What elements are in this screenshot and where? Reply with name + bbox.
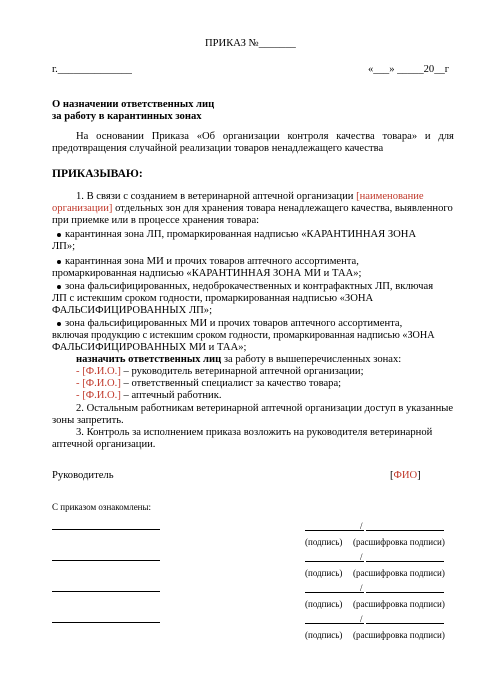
slash: / bbox=[360, 614, 363, 624]
fio-bracket: ] bbox=[417, 470, 421, 481]
signature-caption: (подпись) bbox=[305, 568, 343, 578]
bullet-3-line-2: ЛП с истекшим сроком годности, промаркированная надписью «ЗОНА bbox=[52, 293, 374, 304]
bullet-2-line-2: промаркированная надписью «КАРАНТИННАЯ ЗОНА МИ и ТАА»; bbox=[52, 268, 362, 279]
item1-line-2 bbox=[52, 203, 453, 216]
bullet-4-line-3: ФАЛЬСИФИЦИРОВАННЫХ МИ и ТАА»; bbox=[52, 342, 247, 353]
signature-line bbox=[305, 561, 364, 562]
name-line bbox=[52, 591, 160, 592]
bullet-text: карантинная зона ЛП, промаркированная надписью «КАРАНТИННАЯ ЗОНА bbox=[65, 229, 417, 240]
item1-line-3: при приемке или в процессе хранения товара: bbox=[52, 215, 260, 226]
org-name-placeholder: [наименование bbox=[356, 191, 424, 202]
signature-line bbox=[305, 592, 364, 593]
subject-line-2: за работу в карантинных зонах bbox=[52, 111, 202, 122]
signature-line bbox=[305, 530, 364, 531]
bullet-2-line-1 bbox=[57, 256, 359, 269]
preamble-word: основании bbox=[96, 131, 144, 142]
order-word: ПРИКАЗЫВАЮ: bbox=[52, 168, 143, 180]
item1-line-1 bbox=[76, 191, 424, 204]
decode-caption: (расшифровка подписи) bbox=[353, 630, 445, 640]
bullet-1-line-1 bbox=[57, 229, 416, 242]
item2-line-2: зоны запретить. bbox=[52, 415, 124, 426]
preamble-word: Приказа bbox=[151, 131, 189, 142]
name-line bbox=[52, 560, 160, 561]
item2-line-1: 2. Остальным работникам ветеринарной аптечной организации доступ в указанные bbox=[76, 403, 454, 414]
fio-placeholder: ФИО bbox=[393, 470, 418, 481]
decode-caption: (расшифровка подписи) bbox=[353, 568, 445, 578]
person-2 bbox=[76, 378, 341, 391]
person-name-placeholder: [Ф.И.О.] bbox=[82, 378, 121, 389]
slash: / bbox=[360, 552, 363, 562]
person-role: – аптечный работник. bbox=[120, 390, 222, 401]
bullet-1-line-2: ЛП»; bbox=[52, 241, 76, 252]
bullet-3-line-1 bbox=[57, 281, 433, 294]
preamble-line-1 bbox=[76, 131, 454, 144]
decode-line bbox=[366, 561, 444, 562]
order-title: ПРИКАЗ №_______ bbox=[205, 38, 296, 49]
signature-caption: (подпись) bbox=[305, 599, 343, 609]
bullet-text: карантинная зона МИ и прочих товаров аптечного ассортимента, bbox=[65, 256, 359, 267]
person-name-placeholder: [Ф.И.О.] bbox=[82, 390, 121, 401]
signature-caption: (подпись) bbox=[305, 537, 343, 547]
slash: / bbox=[360, 583, 363, 593]
bullet-icon bbox=[57, 285, 61, 289]
decode-line bbox=[366, 623, 444, 624]
bullet-3-line-3: ФАЛЬСИФИЦИРОВАННЫХ ЛП»; bbox=[52, 305, 213, 316]
preamble-line-2: предотвращения случайной реализации товаров ненадлежащего качества bbox=[52, 143, 384, 154]
bullet-4-line-2: включая продукцию с истекшим сроком годности, промаркированная надписью «ЗОНА bbox=[52, 330, 435, 341]
signature-role: Руководитель bbox=[52, 470, 114, 481]
appoint-text: за работу в вышеперечисленных зонах: bbox=[223, 354, 402, 365]
date-field: «___» _____20__г bbox=[368, 64, 450, 75]
bullet-text: зона фальсифицированных МИ и прочих товаров аптечного ассортимента, bbox=[65, 318, 403, 329]
preamble-word: контроля bbox=[287, 131, 329, 142]
org-name-placeholder-cont: организации] bbox=[52, 203, 113, 214]
preamble-word: для bbox=[438, 131, 454, 142]
person-dash: - bbox=[76, 390, 83, 401]
bullet-4-line-1 bbox=[57, 318, 402, 331]
decode-line bbox=[366, 592, 444, 593]
item3-line-2: аптечной организации. bbox=[52, 439, 156, 450]
preamble-word: На bbox=[76, 131, 89, 142]
bullet-text: зона фальсифицированных, недоброкачественных и контрафактных ЛП, включая bbox=[65, 281, 434, 292]
city-field: г.______________ bbox=[52, 64, 132, 75]
person-3 bbox=[76, 390, 222, 403]
preamble-word: «Об bbox=[196, 131, 216, 142]
decode-line bbox=[366, 530, 444, 531]
person-dash: - bbox=[76, 378, 83, 389]
preamble-word: организации bbox=[222, 131, 280, 142]
fio-bracket: [ bbox=[390, 470, 394, 481]
acquainted-label: С приказом ознакомлены: bbox=[52, 502, 152, 512]
decode-caption: (расшифровка подписи) bbox=[353, 537, 445, 547]
person-role: – ответственный специалист за качество товара; bbox=[120, 378, 342, 389]
person-role: – руководитель ветеринарной аптечной организации; bbox=[120, 366, 364, 377]
signature-line bbox=[305, 623, 364, 624]
slash: / bbox=[360, 521, 363, 531]
preamble-word: качества bbox=[336, 131, 375, 142]
signature-fio bbox=[390, 470, 421, 483]
bullet-icon bbox=[57, 260, 61, 264]
item3-line-1: 3. Контроль за исполнением приказа возложить на руководителя ветеринарной bbox=[76, 427, 433, 438]
appoint-line bbox=[76, 354, 401, 367]
item1-text: отдельных зон для хранения товара ненадлежащего качества, выявленного bbox=[115, 203, 453, 214]
person-1 bbox=[76, 366, 364, 379]
bullet-icon bbox=[57, 322, 61, 326]
signature-caption: (подпись) bbox=[305, 630, 343, 640]
person-dash: - bbox=[76, 366, 83, 377]
appoint-bold: назначить ответственных лиц bbox=[76, 354, 222, 365]
person-name-placeholder: [Ф.И.О.] bbox=[82, 366, 121, 377]
name-line bbox=[52, 529, 160, 530]
preamble-word: и bbox=[424, 131, 431, 142]
bullet-icon bbox=[57, 233, 61, 237]
item1-text: 1. В связи с созданием в ветеринарной аптечной организации bbox=[76, 191, 354, 202]
decode-caption: (расшифровка подписи) bbox=[353, 599, 445, 609]
subject-line-1: О назначении ответственных лиц bbox=[52, 99, 215, 110]
preamble-word: товара» bbox=[382, 131, 418, 142]
name-line bbox=[52, 622, 160, 623]
